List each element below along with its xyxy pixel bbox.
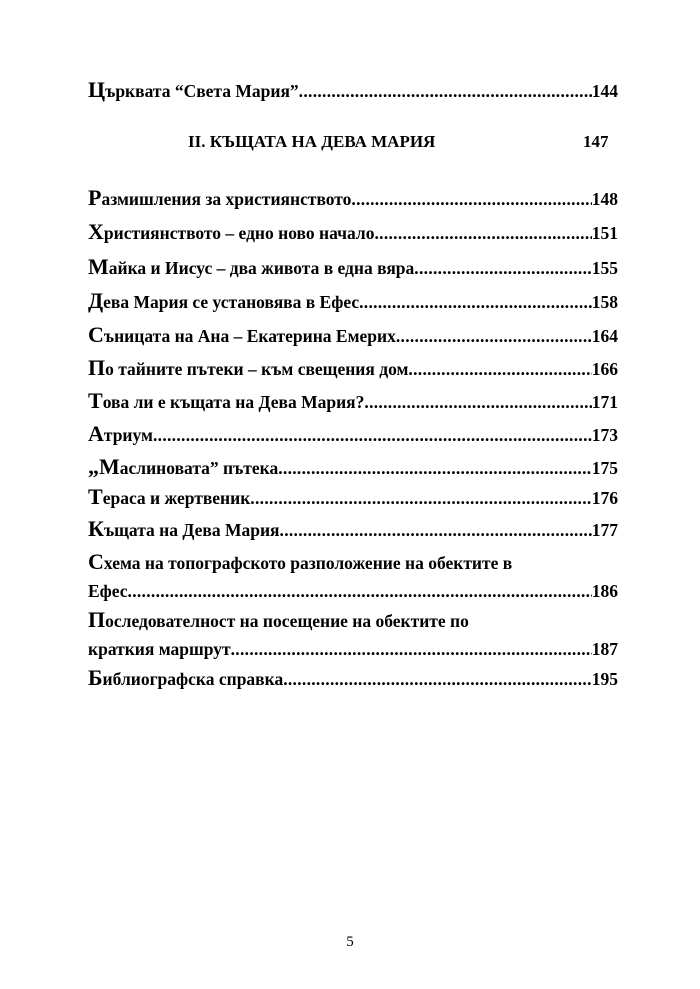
toc-entry [88, 79, 618, 102]
section-title: II. КЪЩАТА НА ДЕВА МАРИЯ [188, 132, 436, 151]
toc-entry [88, 221, 618, 244]
toc-entry-title: Църквата “Света Мария” [88, 77, 299, 102]
toc-entry-title-line1: Последователност на посещение на обектите по [88, 607, 469, 632]
toc-entry [88, 290, 618, 313]
toc-entry-multiline [88, 609, 618, 660]
toc-entry-page: 151 [591, 223, 618, 243]
dot-leader [414, 257, 591, 279]
toc-entry-title: Атриум [88, 421, 153, 446]
toc-entry-title-line2: Ефес [88, 581, 128, 601]
toc-entry-page: 164 [591, 326, 618, 346]
toc-entry-page: 186 [591, 581, 618, 601]
page-number: 5 [346, 934, 354, 950]
toc-entry-page: 171 [591, 392, 618, 412]
toc-entry-title: Дева Мария се установява в Ефес [88, 288, 360, 313]
toc-entry-title: Майка и Иисус – два живота в една вяра [88, 254, 415, 279]
dot-leader [128, 580, 592, 602]
toc-entry-title: Библиографска справка [88, 665, 284, 690]
toc-entry [88, 423, 618, 446]
toc-entry [88, 324, 618, 347]
toc-entry-page: 173 [591, 425, 618, 445]
dot-leader [374, 222, 591, 244]
section-page: 147 [583, 132, 609, 151]
toc-entry-title-line2: краткия маршрут [88, 639, 231, 659]
toc-entry-title: Християнството – едно ново начало [88, 219, 375, 244]
toc-entry-page: 158 [591, 292, 618, 312]
toc-entry-title: По тайните пътеки – към свещения дом [88, 355, 409, 380]
dot-leader [351, 188, 591, 210]
dot-leader [250, 487, 591, 509]
toc-entry-page: 166 [591, 359, 618, 379]
toc-entry-title: Тераса и жертвеник [88, 484, 251, 509]
dot-leader [408, 358, 591, 380]
dot-leader [278, 457, 592, 479]
toc-entry-title-line1: Схема на топографското разположение на обектите в [88, 549, 513, 574]
toc-entry-page: 176 [591, 488, 618, 508]
dot-leader [299, 80, 592, 102]
toc-entry-page: 144 [591, 81, 618, 101]
dot-leader [364, 391, 591, 413]
toc-entry-page: 155 [591, 258, 618, 278]
toc-entry [88, 518, 618, 541]
toc-entry [88, 486, 618, 509]
dot-leader [396, 325, 592, 347]
toc-entry [88, 390, 618, 413]
toc-entry-multiline [88, 551, 618, 602]
toc-entry [88, 456, 618, 479]
toc-entry [88, 187, 618, 210]
toc-entry-title: Съницата на Ана – Екатерина Емерих [88, 322, 396, 347]
toc-entry-page: 195 [591, 669, 618, 689]
section-heading [0, 132, 700, 156]
dot-leader [359, 291, 592, 313]
toc-entry [88, 256, 618, 279]
toc-entry-title: Размишления за християнството [88, 185, 352, 210]
dot-leader [153, 424, 592, 446]
toc-entry-page: 148 [591, 189, 618, 209]
toc-entry [88, 357, 618, 380]
toc-entry-page: 175 [591, 458, 618, 478]
toc-entry-title: Къщата на Дева Мария [88, 516, 280, 541]
toc-entry-page: 177 [591, 520, 618, 540]
toc-entry [88, 667, 618, 690]
toc-entry-page: 187 [591, 639, 618, 659]
dot-leader [280, 519, 592, 541]
dot-leader [283, 668, 592, 690]
dot-leader [231, 638, 592, 660]
toc-entry-title: „Маслиновата” пътека [88, 454, 279, 479]
toc-entry-title: Това ли е къщата на Дева Мария? [88, 388, 365, 413]
